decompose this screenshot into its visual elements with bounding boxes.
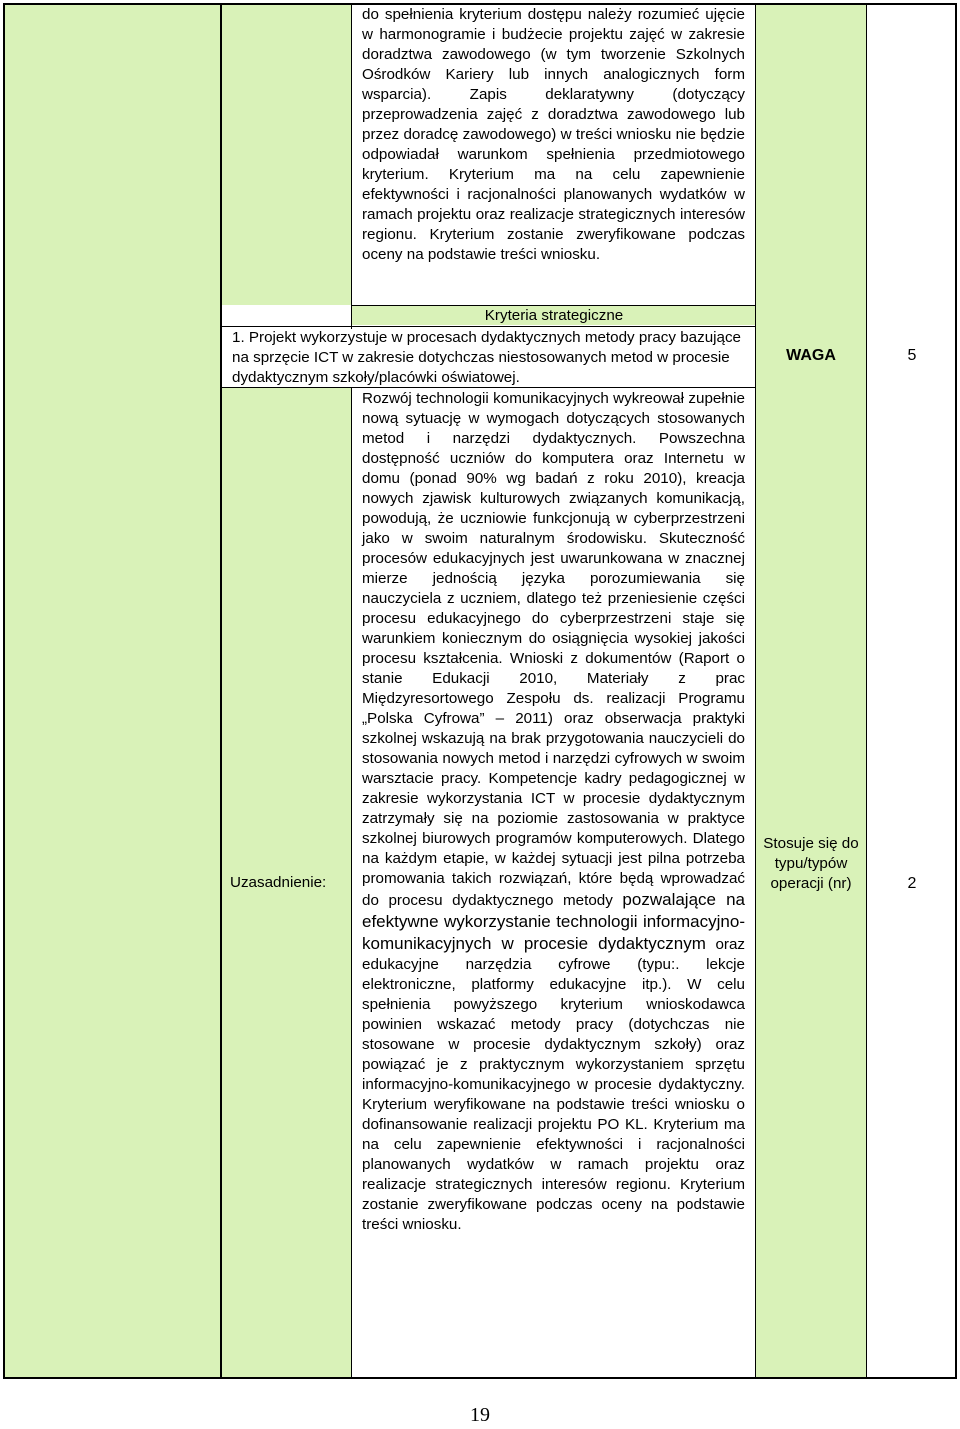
justification-part2: oraz edukacyjne narzędzia cyfrowe (typu:. lekcje elektroniczne, platformy edukacyjne itp.). W celu spełnienia powyższego kryterium wnioskodawca powinien wskazać metody pracy (dotychczas nie stosowane w procesie dydaktycznym szkoły) oraz powiązać je z praktycznym wykorzystaniem sprzętu informacyjno-komunikacyjnego w procesie dydaktyczny. Kryterium weryfikowane na podstawie treści wniosku o dofinansowanie realizacji projektu PO KL. Kryterium ma na celu zapewnienie efektywności i racjonalności planowanych wydatków w ramach projektu oraz realizacje strategicznych interesów regionu. Kryterium zostanie zweryfikowane podczas oceny na podstawie treści wniosku.	[362, 936, 745, 1233]
waga-label: WAGA	[786, 347, 836, 364]
justification-label: Uzasadnienie:	[230, 874, 327, 891]
grid-line	[351, 4, 352, 329]
justification-part1: Rozwój technologii komunikacyjnych wykreował zupełnie nową sytuację w wymogach dotyczących stosowanych metod i narzędzi dydaktycznych. Powszechna dostępność uczniów do komputera oraz Internetu w domu (ponad 90% wg badań z roku 2010), kreacja nowych zjawisk kulturowych związanych komunikacją, powodują, że uczniowie funkcjonują w cyberprzestrzeni jako w swoim naturalnym środowisku. Skuteczność procesów edukacyjnych jest uwarunkowana w znacznej mierze jednością języka porozumiewania się nauczyciela z uczniem, dlatego też przeniesienie części procesu edukacyjnego do cyberprzestrzeni staje się warunkiem koniecznym do osiągnięcia wysokiej jakości procesu kształcenia. Wnioski z dokumentów (Raport o stanie Edukacji 2010, Materiały z prac Międzyresortowego Zespołu ds. realizacji Programu „Polska Cyfrowa” – 2011) oraz obserwacja praktyki szkolnej wskazują na brak przygotowania nauczycieli do stosowania nowych metod i narzędzi cyfrowych w swoim warsztacie pracy. Kompetencje kadry pedagogicznej w zakresie wykorzystania ICT w procesie dydaktycznym zatrzymały się na poziomie zastosowania w praktyce szkolnej biurowych programów komputerowych. Dlatego na każdym etapie, w każdej sytuacji jest pilna potrzeba promowania takich rozwiązań, które będą wprowadzać do procesu dydaktycznego metody	[362, 390, 745, 909]
grid-line	[220, 4, 222, 1378]
grid-line	[755, 4, 756, 1378]
criterion-text: 1. Projekt wykorzystuje w procesach dydaktycznych metody pracy bazujące na sprzęcie ICT w zakresie dotychczas niestosowanych metod w procesie dydaktycznym szkoły/placówki oświatowej.	[232, 329, 742, 386]
page-number: 19	[470, 1404, 490, 1426]
grid-line	[866, 4, 867, 1378]
justification-text	[362, 389, 745, 1235]
applies-label: Stosuje się do typu/typów operacji (nr)	[763, 835, 859, 892]
grid-line	[221, 326, 756, 327]
top-paragraph: do spełnienia kryterium dostępu należy rozumieć ujęcie w harmonogramie i budżecie projektu zajęć w zakresie doradztwa zawodowego (w tym tworzenie Szkolnych Ośrodków Kariery lub innych analogicznych form wsparcia). Zapis deklaratywny (dotyczący przeprowadzenia zajęć z doradztwa zawodowego lub przez doradcę zawodowego) w treści wniosku nie będzie odpowiadał warunkom spełnienia przedmiotowego kryterium. Kryterium ma na celu zapewnienie efektywności i racjonalności planowanych wydatków w ramach projektu oraz realizacje strategicznych interesów regionu. Kryterium zostanie zweryfikowane podczas oceny na podstawie treści wniosku.	[362, 6, 745, 263]
waga-value: 5	[907, 347, 917, 364]
justification-emphasis: pozwalające na efektywne wykorzystanie technologii informacyjno-komunikacyjnych w procesie dydaktycznym	[362, 890, 745, 953]
grid-line	[351, 388, 352, 1378]
section-header: Kryteria strategiczne	[484, 307, 624, 324]
applies-value: 2	[907, 875, 917, 892]
